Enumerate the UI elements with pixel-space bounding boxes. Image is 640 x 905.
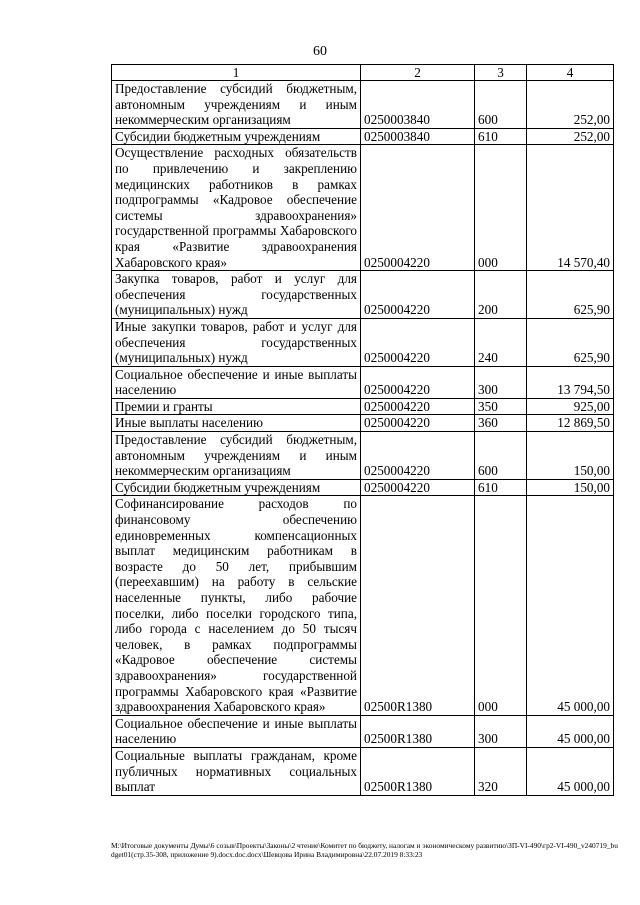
row-code-cell: 0250004220: [361, 318, 475, 366]
row-vr-cell: 300: [475, 366, 527, 398]
row-vr-cell: 300: [475, 715, 527, 747]
table-row: [112, 271, 614, 319]
row-code-cell: 0250003840: [361, 81, 475, 129]
row-sum-cell: 150,00: [527, 479, 614, 496]
table-row: [112, 398, 614, 415]
row-code-cell: 0250004220: [361, 366, 475, 398]
row-vr-cell: 000: [475, 496, 527, 715]
row-sum-cell: 45 000,00: [527, 747, 614, 795]
row-vr-cell: 610: [475, 479, 527, 496]
table-row: [112, 415, 614, 432]
row-code-cell: 0250004220: [361, 479, 475, 496]
header-col-3: 3: [475, 65, 527, 81]
table-row: [112, 496, 614, 715]
row-name-cell: Предоставление субсидий бюджетным, автономным учреждениям и иным некоммерческим организациям: [112, 81, 361, 129]
row-code-cell: 0250004220: [361, 145, 475, 271]
budget-table: [111, 64, 614, 796]
row-name-cell: Иные выплаты населению: [112, 415, 361, 432]
row-name-cell: Премии и гранты: [112, 398, 361, 415]
row-code-cell: 0250003840: [361, 128, 475, 145]
row-name-cell: Софинансирование расходов по финансовому обеспечению единовременных компенсационных выплат медицинским работникам в возрасте до 50 лет, прибывшим (переехавшим) на работу в сельские населенные пункты, либо рабочие поселки, либо поселки городского типа, либо города с населением до 50 тысяч человек, в рамках подпрограммы «Кадровое обеспечение системы здравоохранения» государственной программы Хабаровского края «Развитие здравоохранения Хабаровского края»: [112, 496, 361, 715]
row-sum-cell: 625,90: [527, 271, 614, 319]
row-sum-cell: 625,90: [527, 318, 614, 366]
row-vr-cell: 240: [475, 318, 527, 366]
row-name-cell: Осуществление расходных обязательств по привлечению и закреплению медицинских работников в рамках подпрограммы «Кадровое обеспечение системы здравоохранения» государственной программы Хабаровского края «Развитие здравоохранения Хабаровского края»: [112, 145, 361, 271]
table-row: [112, 318, 614, 366]
table-row: [112, 747, 614, 795]
row-sum-cell: 45 000,00: [527, 496, 614, 715]
table-row: [112, 81, 614, 129]
row-name-cell: Социальное обеспечение и иные выплаты населению: [112, 366, 361, 398]
row-code-cell: 0250004220: [361, 398, 475, 415]
row-name-cell: Субсидии бюджетным учреждениям: [112, 128, 361, 145]
row-code-cell: 0250004220: [361, 432, 475, 480]
header-col-4: 4: [527, 65, 614, 81]
row-sum-cell: 252,00: [527, 128, 614, 145]
row-code-cell: 02500R1380: [361, 747, 475, 795]
row-name-cell: Социальные выплаты гражданам, кроме публичных нормативных социальных выплат: [112, 747, 361, 795]
page-number: 60: [313, 44, 327, 59]
row-name-cell: Закупка товаров, работ и услуг для обеспечения государственных (муниципальных) нужд: [112, 271, 361, 319]
row-sum-cell: 45 000,00: [527, 715, 614, 747]
document-path-footer: M:\Итоговые документы Думы\6 созыв\Проекты\Законы\2 чтение\Комитет по бюджету, налогам и экономическому развитию\ЗП-VI-490\гр2-VI-490_v240719_budget01(стр.35-308, приложение 9).docx.doc.docx\Шевцова Ирина Владимировна\22.07.2019 8:33:23: [111, 841, 618, 859]
row-name-cell: Иные закупки товаров, работ и услуг для обеспечения государственных (муниципальных) нужд: [112, 318, 361, 366]
row-sum-cell: 14 570,40: [527, 145, 614, 271]
table-row: [112, 145, 614, 271]
row-sum-cell: 925,00: [527, 398, 614, 415]
row-sum-cell: 150,00: [527, 432, 614, 480]
row-code-cell: 02500R1380: [361, 715, 475, 747]
table-row: [112, 432, 614, 480]
row-name-cell: Социальное обеспечение и иные выплаты населению: [112, 715, 361, 747]
row-vr-cell: 350: [475, 398, 527, 415]
row-code-cell: 0250004220: [361, 415, 475, 432]
row-name-cell: Предоставление субсидий бюджетным, автономным учреждениям и иным некоммерческим организациям: [112, 432, 361, 480]
row-vr-cell: 600: [475, 81, 527, 129]
row-code-cell: 0250004220: [361, 271, 475, 319]
row-name-cell: Субсидии бюджетным учреждениям: [112, 479, 361, 496]
row-vr-cell: 600: [475, 432, 527, 480]
row-code-cell: 02500R1380: [361, 496, 475, 715]
table-row: [112, 715, 614, 747]
row-sum-cell: 252,00: [527, 81, 614, 129]
row-vr-cell: 200: [475, 271, 527, 319]
row-sum-cell: 13 794,50: [527, 366, 614, 398]
row-vr-cell: 360: [475, 415, 527, 432]
row-vr-cell: 000: [475, 145, 527, 271]
table-header-row: [112, 65, 614, 81]
table-row: [112, 479, 614, 496]
header-col-1: 1: [112, 65, 361, 81]
table-row: [112, 366, 614, 398]
header-col-2: 2: [361, 65, 475, 81]
row-vr-cell: 610: [475, 128, 527, 145]
table-row: [112, 128, 614, 145]
row-sum-cell: 12 869,50: [527, 415, 614, 432]
row-vr-cell: 320: [475, 747, 527, 795]
